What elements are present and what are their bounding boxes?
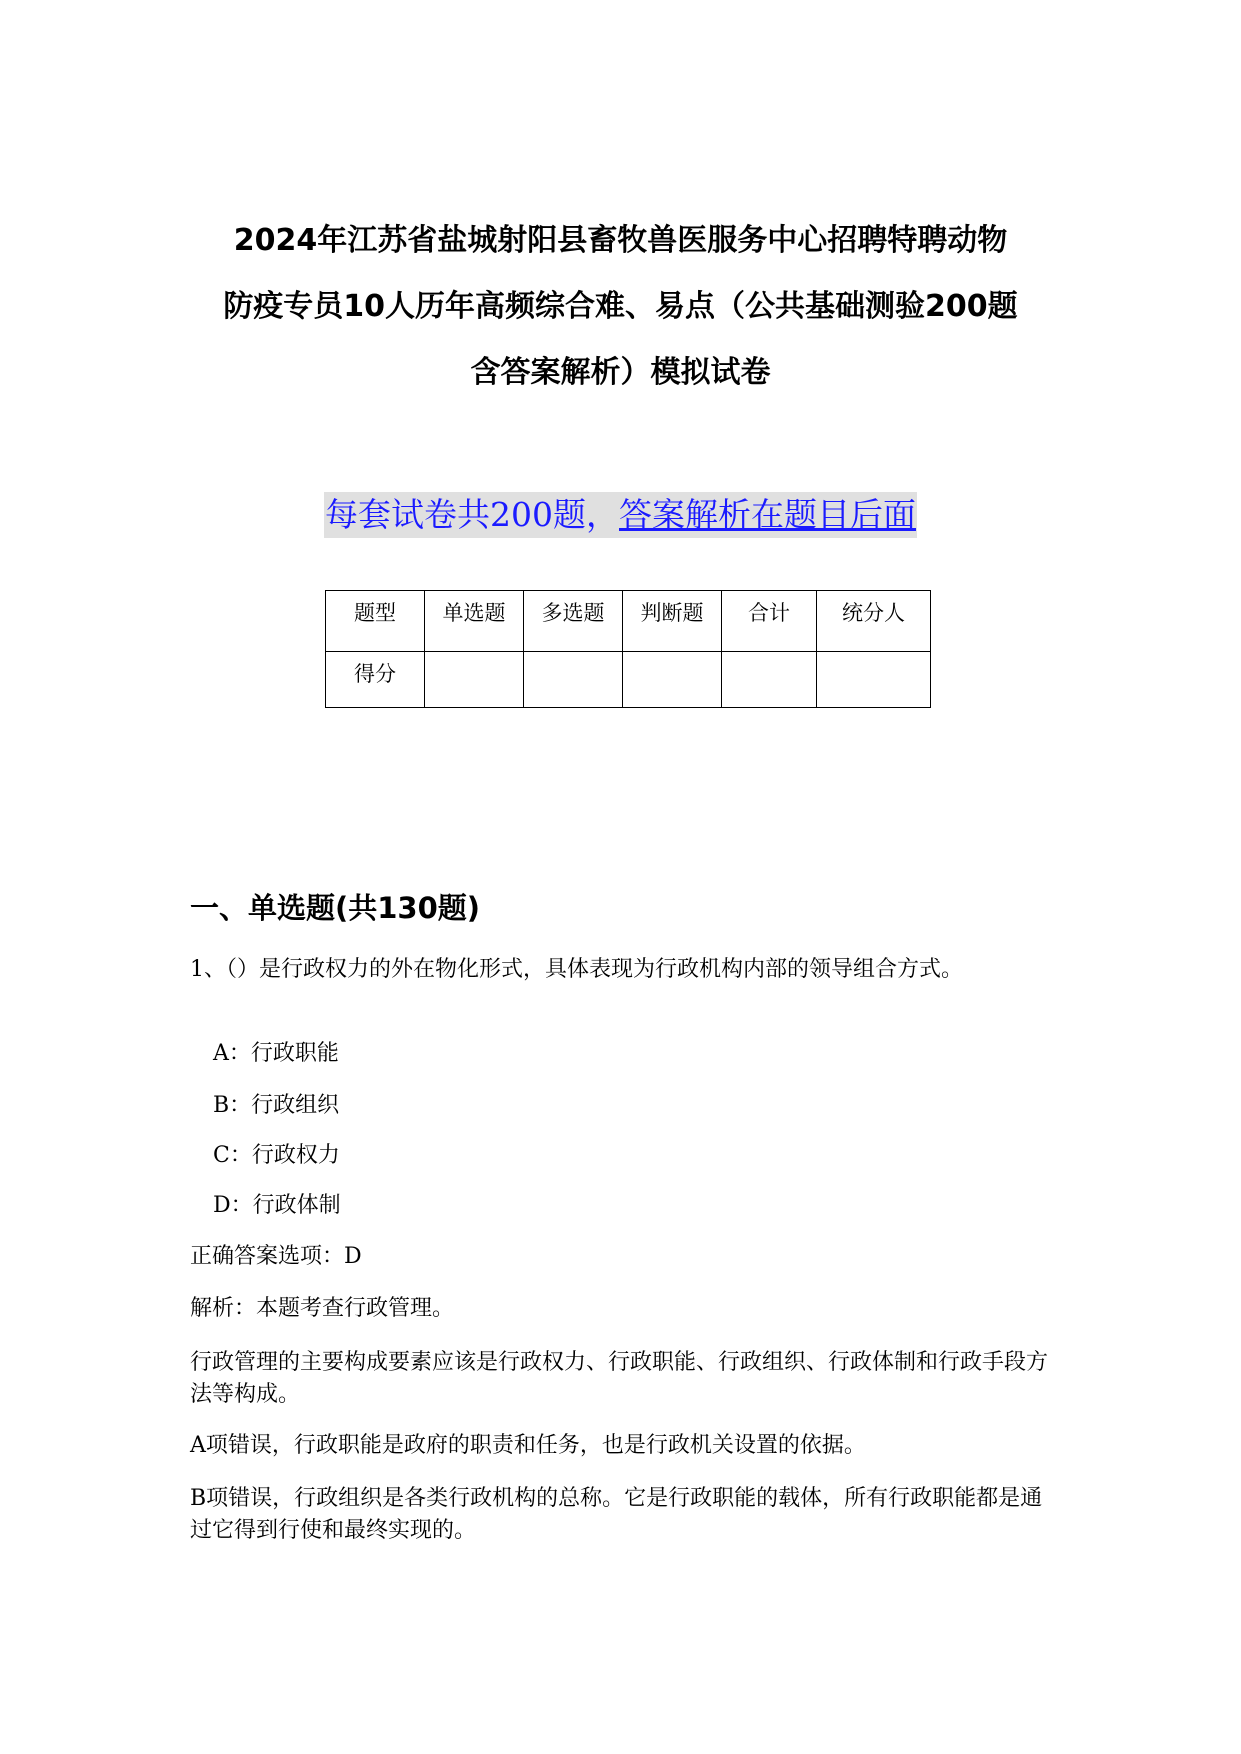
subtitle-container <box>0 492 1241 538</box>
option-a[interactable]: A：行政职能 <box>213 1041 339 1066</box>
question-text: 1、（）是行政权力的外在物化形式，具体表现为行政机构内部的领导组合方式。 <box>190 957 963 982</box>
analysis-intro: 解析：本题考查行政管理。 <box>190 1296 455 1321</box>
score-cell-scorer[interactable] <box>817 652 931 708</box>
section-heading: 一、单选题(共130题) <box>190 891 481 925</box>
score-cell-multi[interactable] <box>524 652 623 708</box>
option-c[interactable]: C：行政权力 <box>213 1143 340 1168</box>
score-row-label: 得分 <box>326 652 425 708</box>
analysis-paragraph-1: 行政管理的主要构成要素应该是行政权力、行政职能、行政组织、行政体制和行政手段方法等构成。 <box>190 1350 1049 1407</box>
correct-answer: 正确答案选项：D <box>190 1244 362 1269</box>
title-line-2: 防疫专员10人历年高频综合难、易点（公共基础测验200题 <box>223 289 1018 324</box>
title-line-1: 2024年江苏省盐城射阳县畜牧兽医服务中心招聘特聘动物 <box>233 223 1008 258</box>
score-table-header-row <box>326 591 931 652</box>
option-d[interactable]: D：行政体制 <box>213 1193 341 1218</box>
score-table <box>325 590 931 708</box>
header-cell-judge: 判断题 <box>623 591 722 652</box>
answer-location-link[interactable]: 答案解析在题目后面 <box>619 495 916 534</box>
header-cell-type: 题型 <box>326 591 425 652</box>
analysis-paragraph-2: A项错误，行政职能是政府的职责和任务，也是行政机关设置的依据。 <box>190 1433 866 1458</box>
score-cell-judge[interactable] <box>623 652 722 708</box>
header-cell-scorer: 统分人 <box>817 591 931 652</box>
header-cell-single: 单选题 <box>425 591 524 652</box>
title-line-3: 含答案解析）模拟试卷 <box>470 355 771 390</box>
score-cell-total[interactable] <box>722 652 817 708</box>
document-title <box>150 208 1091 406</box>
header-cell-multi: 多选题 <box>524 591 623 652</box>
subtitle <box>324 492 917 538</box>
subtitle-text: 每套试卷共200题， <box>325 495 619 534</box>
header-cell-total: 合计 <box>722 591 817 652</box>
option-b[interactable]: B：行政组织 <box>213 1093 340 1118</box>
analysis-paragraph-3: B项错误，行政组织是各类行政机构的总称。它是行政职能的载体，所有行政职能都是通过它得到行使和最终实现的。 <box>190 1486 1043 1543</box>
score-table-score-row <box>326 652 931 708</box>
score-cell-single[interactable] <box>425 652 524 708</box>
